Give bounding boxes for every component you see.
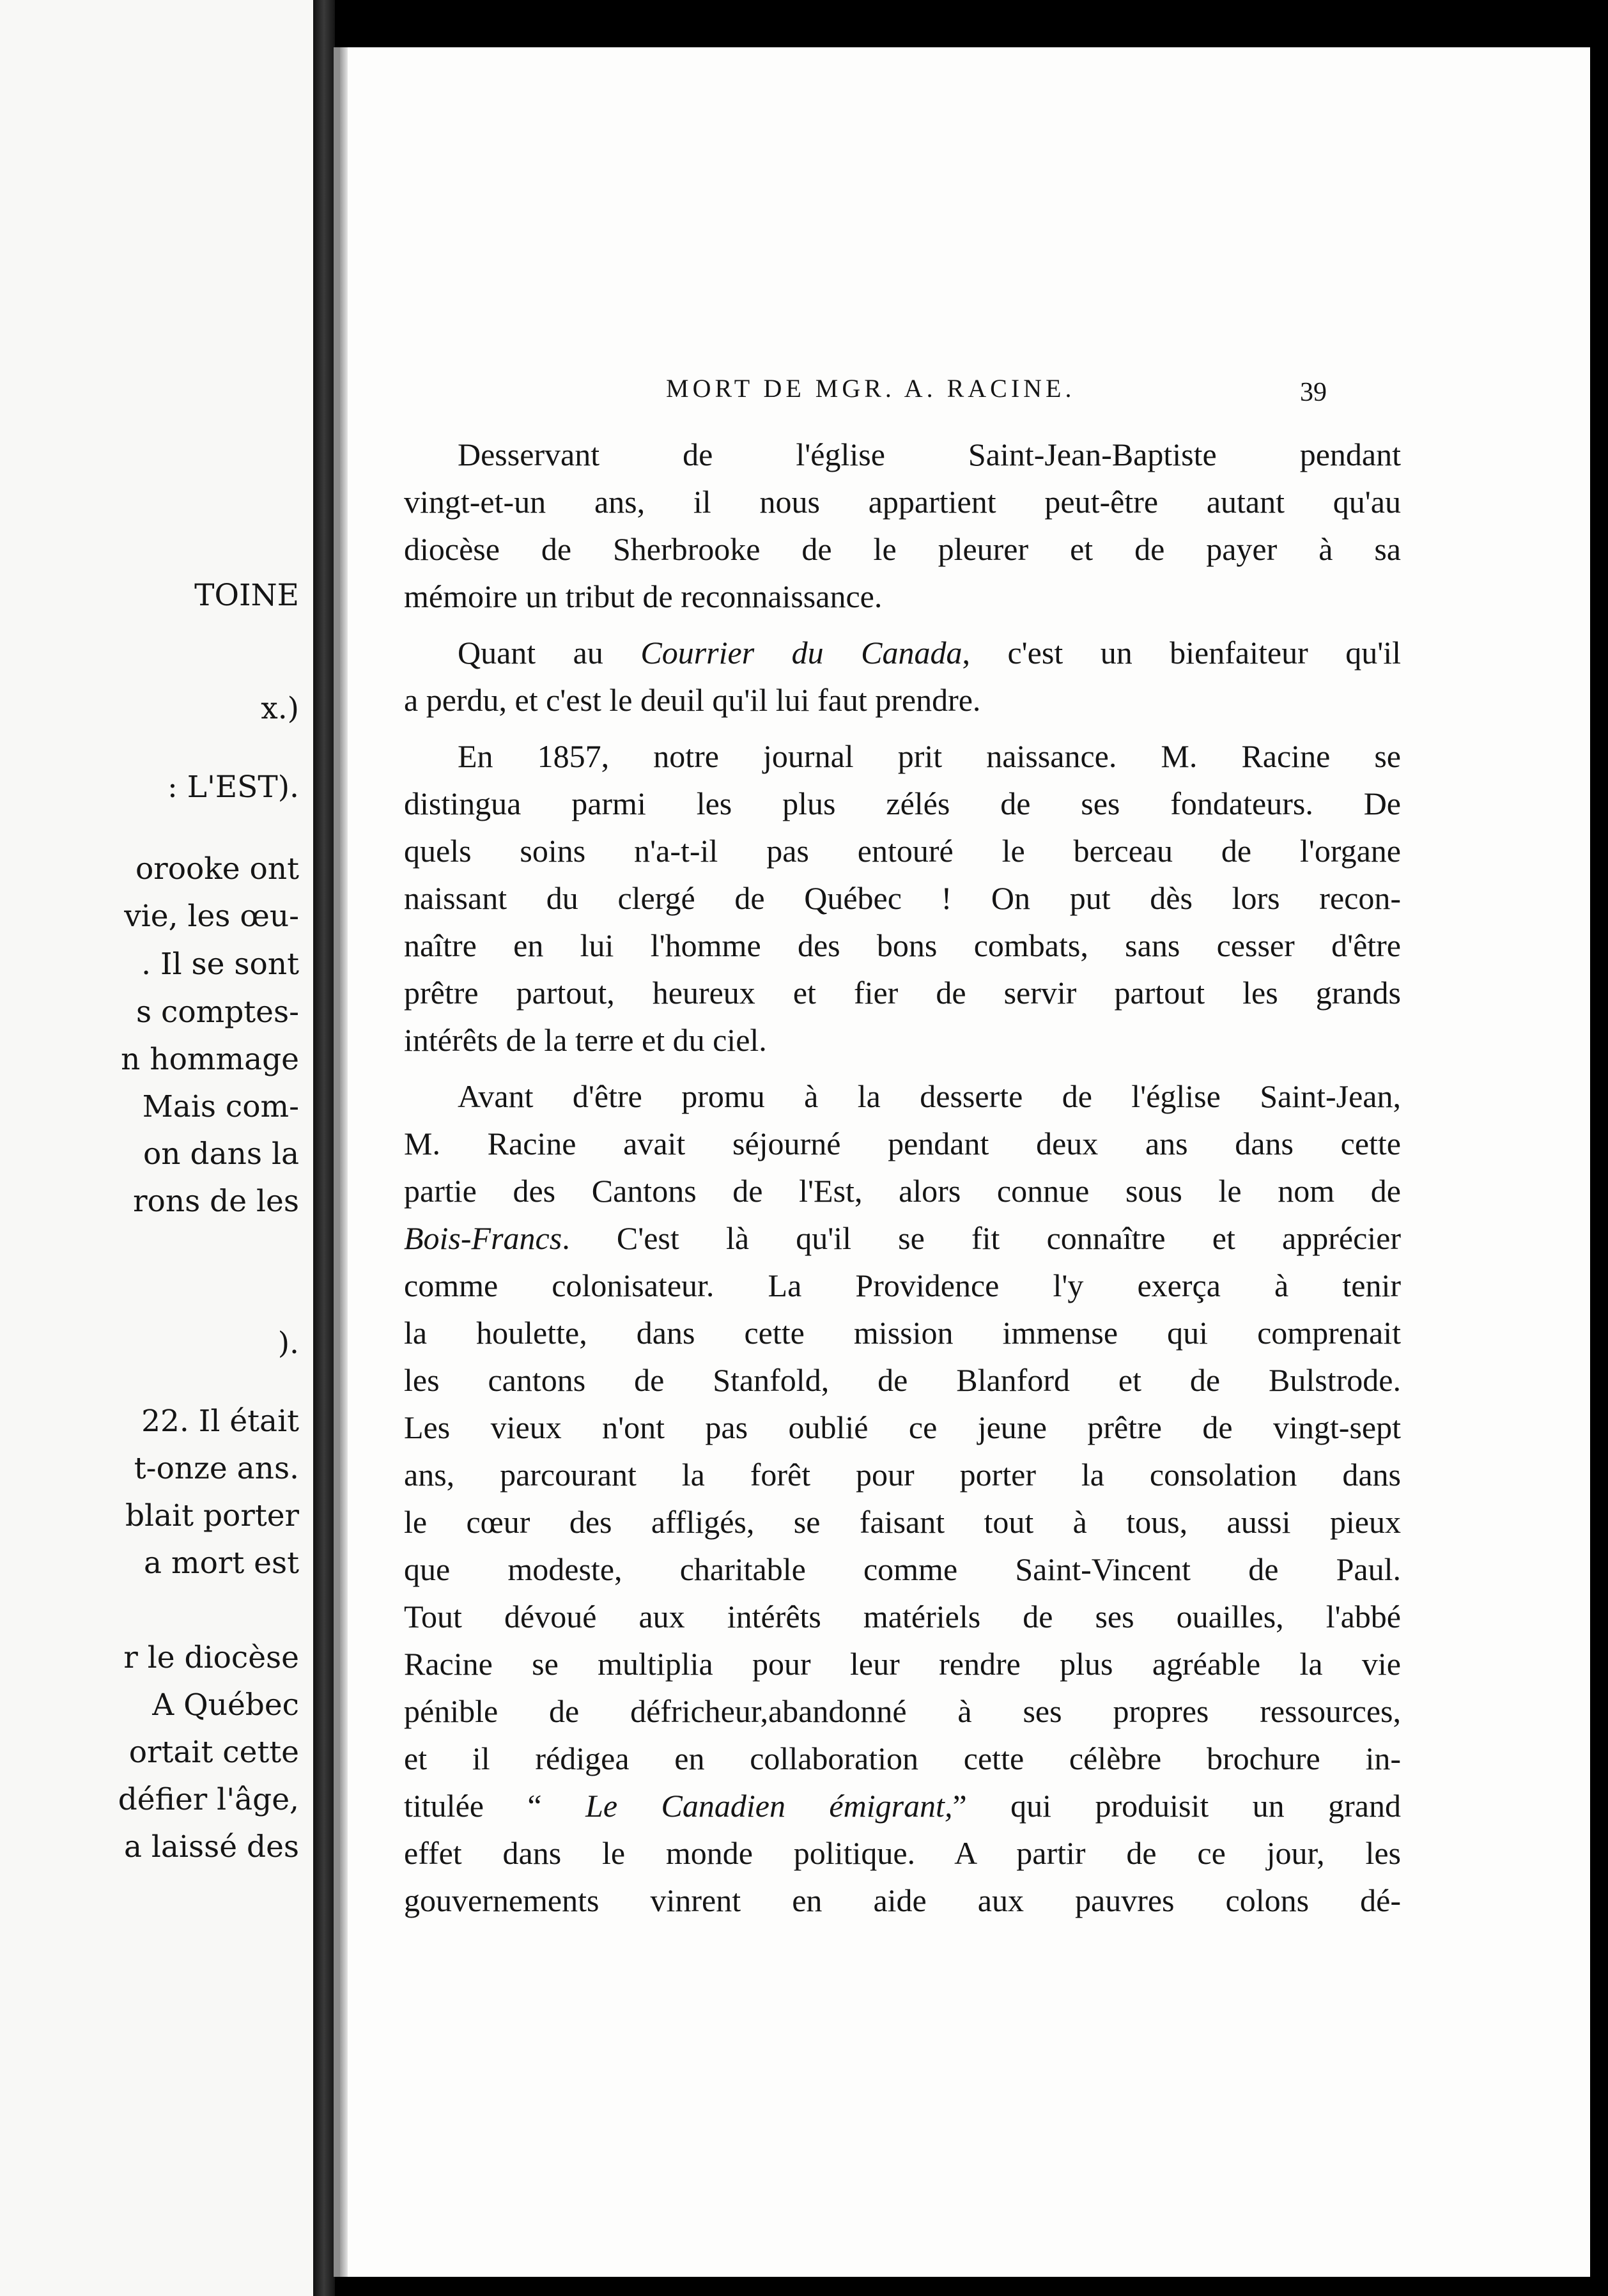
text-line: effet dans le monde politique. A partir de ce jour, les	[404, 1835, 1401, 1871]
text-line: que modeste, charitable comme Saint-Vincent de Paul.	[404, 1551, 1401, 1587]
text-line: Desservant de l'église Saint-Jean-Baptiste pendant	[458, 437, 1401, 472]
left-page-line: r le diocèse	[123, 1640, 299, 1675]
left-page-line: s comptes-	[135, 995, 299, 1030]
left-page-line: défier l'âge,	[118, 1782, 299, 1817]
text-line: distingua parmi les plus zélés de ses fondateurs. De	[404, 786, 1401, 821]
text-run: titulée “	[404, 1788, 586, 1824]
text-line: la houlette, dans cette mission immense qui comprenait	[404, 1315, 1401, 1351]
left-page-line: . Il se sont	[141, 947, 299, 982]
text-line: naître en lui l'homme des bons combats, sans cesser d'être	[404, 927, 1401, 963]
left-page-line: a laissé des	[123, 1829, 299, 1865]
left-page-line: TOINE	[194, 578, 299, 613]
text-line: prêtre partout, heureux et fier de servir partout les grands	[404, 975, 1401, 1011]
text-line: En 1857, notre journal prit naissance. M. Racine se	[458, 738, 1401, 774]
brochure-title: Le Canadien émigrant,	[585, 1788, 953, 1824]
text-line: comme colonisateur. La Providence l'y exerça à tenir	[404, 1268, 1401, 1303]
previous-page	[0, 0, 313, 2296]
text-line: le cœur des affligés, se faisant tout à tous, aussi pieux	[404, 1504, 1401, 1540]
body-text	[404, 431, 1401, 1924]
text-line	[404, 1782, 1401, 1829]
page-number: 39	[1300, 378, 1327, 407]
text-line: et il rédigea en collaboration cette célèbre brochure in-	[404, 1741, 1401, 1776]
left-page-line: x.)	[261, 691, 299, 726]
text-line: gouvernements vinrent en aide aux pauvres colons dé-	[404, 1882, 1401, 1918]
current-page	[334, 47, 1590, 2277]
text-line: Avant d'être promu à la desserte de l'église Saint-Jean,	[458, 1078, 1401, 1114]
text-line: ans, parcourant la forêt pour porter la consolation dans	[404, 1457, 1401, 1493]
text-line: vingt-et-un ans, il nous appartient peut-être autant qu'au	[404, 484, 1401, 520]
left-page-line: a mort est	[144, 1546, 299, 1581]
left-page-line: t-onze ans.	[134, 1451, 299, 1486]
text-line: pénible de défricheur,abandonné à ses propres ressources,	[404, 1693, 1401, 1729]
book-gutter	[313, 0, 335, 2296]
left-page-line: blait porter	[125, 1498, 299, 1533]
left-page-line: vie, les œu-	[124, 899, 299, 934]
text-line: partie des Cantons de l'Est, alors connue sous le nom de	[404, 1173, 1401, 1209]
text-run: , c'est un bienfaiteur qu'il	[962, 635, 1401, 671]
left-page-line: A Québec	[152, 1687, 299, 1723]
place-name-title: Bois-Francs	[404, 1220, 562, 1256]
text-line: intérêts de la terre et du ciel.	[404, 1022, 767, 1058]
text-line: quels soins n'a-t-il pas entouré le berceau de l'organe	[404, 833, 1401, 869]
left-page-line: orooke ont	[135, 851, 299, 887]
left-page-line: : L'EST).	[167, 770, 299, 805]
text-line: a perdu, et c'est le deuil qu'il lui faut prendre.	[404, 682, 981, 718]
text-line: Les vieux n'ont pas oublié ce jeune prêtre de vingt-sept	[404, 1409, 1401, 1445]
running-head: MORT DE MGR. A. RACINE.	[666, 374, 1076, 403]
text-line	[404, 629, 1401, 676]
text-line: mémoire un tribut de reconnaissance.	[404, 578, 883, 614]
text-run: Quant au	[458, 635, 641, 671]
text-line	[404, 1214, 1401, 1262]
text-run: ” qui produisit un grand	[952, 1788, 1401, 1824]
text-run: . C'est là qu'il se fit connaître et apprécier	[562, 1220, 1401, 1256]
left-page-line: ).	[277, 1326, 299, 1361]
text-line: diocèse de Sherbrooke de le pleurer et de payer à sa	[404, 531, 1401, 567]
left-page-line: Mais com-	[142, 1089, 299, 1124]
left-page-line: on dans la	[143, 1136, 299, 1172]
left-page-line: 22. Il était	[141, 1404, 299, 1439]
text-line: Tout dévoué aux intérêts matériels de ses ouailles, l'abbé	[404, 1599, 1401, 1634]
left-page-line: rons de les	[133, 1184, 299, 1219]
page-edge-shadow	[340, 47, 348, 2277]
text-line: M. Racine avait séjourné pendant deux ans dans cette	[404, 1126, 1401, 1161]
text-line: les cantons de Stanfold, de Blanford et de Bulstrode.	[404, 1362, 1401, 1398]
newspaper-title: Courrier du Canada	[640, 635, 962, 671]
left-page-line: ortait cette	[128, 1735, 299, 1770]
text-line: Racine se multiplia pour leur rendre plus agréable la vie	[404, 1646, 1401, 1682]
text-line: naissant du clergé de Québec ! On put dès lors recon-	[404, 880, 1401, 916]
left-page-line: n hommage	[121, 1042, 299, 1077]
